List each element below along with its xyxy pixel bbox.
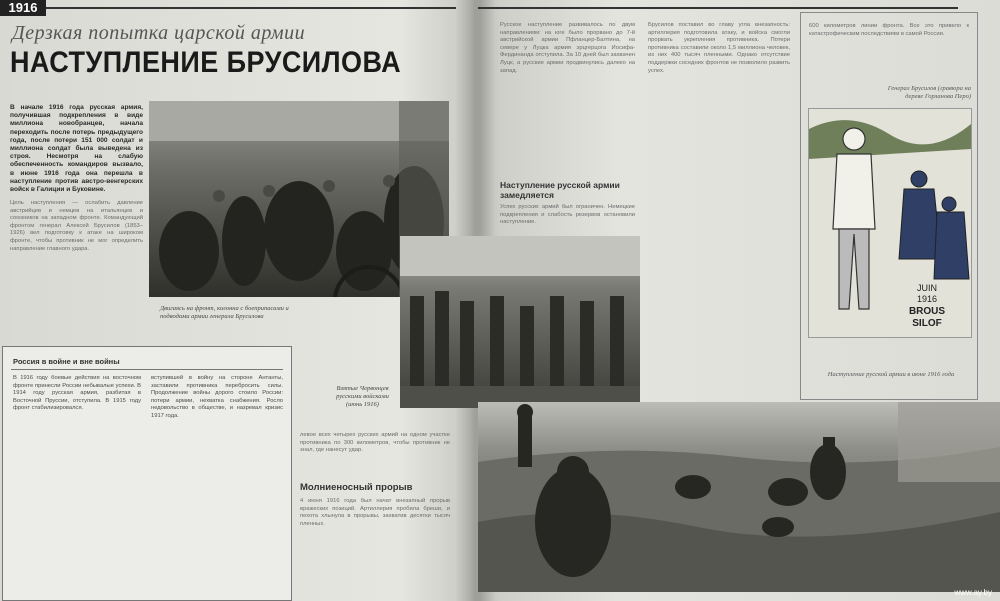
poster-caption-top: Генерал Брусилов (гравюра на дереве Горланова Перо) — [887, 85, 971, 100]
photo-marching-soldiers — [400, 236, 640, 408]
year-tab: 1916 — [0, 0, 46, 16]
photo-marching-soldiers-image — [400, 236, 640, 408]
article-kicker: Дерзкая попытка царской армии — [12, 22, 306, 44]
sidebar-column-2: вступившей в войну на стороне Антанты, заставили противника перебросить силы. Продолжение войны дорого стоило России: потери армии, нехватка снабжения. Росло недовольство в обществе, и назревал кризис 1917 года. — [151, 375, 283, 419]
subheading-breakthrough: Молниеносный прорыв — [300, 482, 413, 493]
sidebar-column-1: В 1916 году боевые действия на восточном фронте принесли России небывалые успехи. В 1914 году русская армия, разбитая в Восточной Пруссии, отступила. В 1915 году фронт стабилизировался. — [13, 375, 141, 412]
sidebar-title: Россия в войне и вне войны — [13, 357, 120, 366]
top-rule-left — [46, 7, 456, 9]
poster-caption-bottom: Наступление русской армии в июне 1916 года — [827, 371, 955, 378]
body-left-column: Цель наступления — ослабить давление австрийцев и немцев на итальянцев и союзников на западном фронте. Командующий фронтом генерал Алексей Брусилов (1853–1926) вел подготовку к атаке на широком фронте, чтобы противник не мог определить направление главного удара. — [10, 200, 143, 252]
right-column-3: 600 километров линии фронта. Все это привело к катастрофическим последствиям в самой России. — [809, 23, 969, 37]
sidebar-rule — [11, 369, 283, 370]
poster-text-brous: BROUS — [908, 306, 946, 317]
poster-sidebar — [800, 12, 978, 400]
subheading-slowdown: Наступление русской армии замедляется — [500, 180, 620, 200]
poster-text-juin: JUIN — [917, 283, 937, 293]
poster-text-silof: SILOF — [912, 318, 942, 329]
poster-artwork — [809, 109, 971, 337]
body-lower-top: левое всех четырех русских армий на одном участке противника по 300 километров, чтобы противник не знал, где нанесут удар. — [300, 432, 450, 454]
poster-text-year: 1916 — [916, 294, 938, 304]
right-column-2: Брусилов поставил во главу угла внезапность: артиллерия подготовила атаку, и войска смогли прорвать укрепления противника. Потери противника составили около 1,5 миллиона человек, из них 400 тысяч пленными. Однако отсутствие поддержки соседних фронтов не позволило развить успех. — [648, 22, 790, 74]
poster-illustration — [808, 108, 972, 338]
photo-caption-2: Взятые Червонцев русскими войсками (июнь 1916) — [336, 385, 389, 408]
watermark: www.ay.by — [954, 588, 992, 597]
photo-caption-1: Двигаясь на фронт, колонна с боеприпасами и подводами армии генерала Брусилова — [160, 305, 289, 320]
body-lower-column: 4 июня 1916 года был начат внезапный прорыв вражеских позиций. Артиллерия пробила бреши, и пехота хлынула в прорывы, захватив десятки тысяч пленных. — [300, 498, 450, 527]
photo-battlefield — [478, 402, 1000, 592]
right-column-1: Русское наступление развивалось по двум направлениям: на юге было прорвано до 7-й австрийской армии Пфланцер-Балтина, на севере у Луцка армия эрцгерцога Иосифа-Фердинанда отступила. За 10 дней был захвачен Луцк, а русские армии продвинулись далеко на запад. — [500, 22, 635, 74]
top-rule-right — [478, 7, 958, 9]
right-column-1b: Успех русских армий был ограничен. Немецкие подкрепления и слабость резервов остановили наступление. — [500, 204, 635, 226]
photo-battlefield-image — [478, 402, 1000, 592]
lead-paragraph: В начале 1916 года русская армия, получившая подкрепления в виде миллиона новобранцев, начала переходить после потерь предыдущего года, после потери 151 000 солдат и миллиона солдат была выведена из строя. Несмотря на слабую обеспеченность командиров вызвало, в июне 1916 года она перешла в наступление против австро-венгерских войск в Галиции и Буковине. — [10, 104, 143, 194]
sidebar-box — [2, 346, 292, 601]
article-headline: НАСТУПЛЕНИЕ БРУСИЛОВА — [10, 46, 402, 79]
